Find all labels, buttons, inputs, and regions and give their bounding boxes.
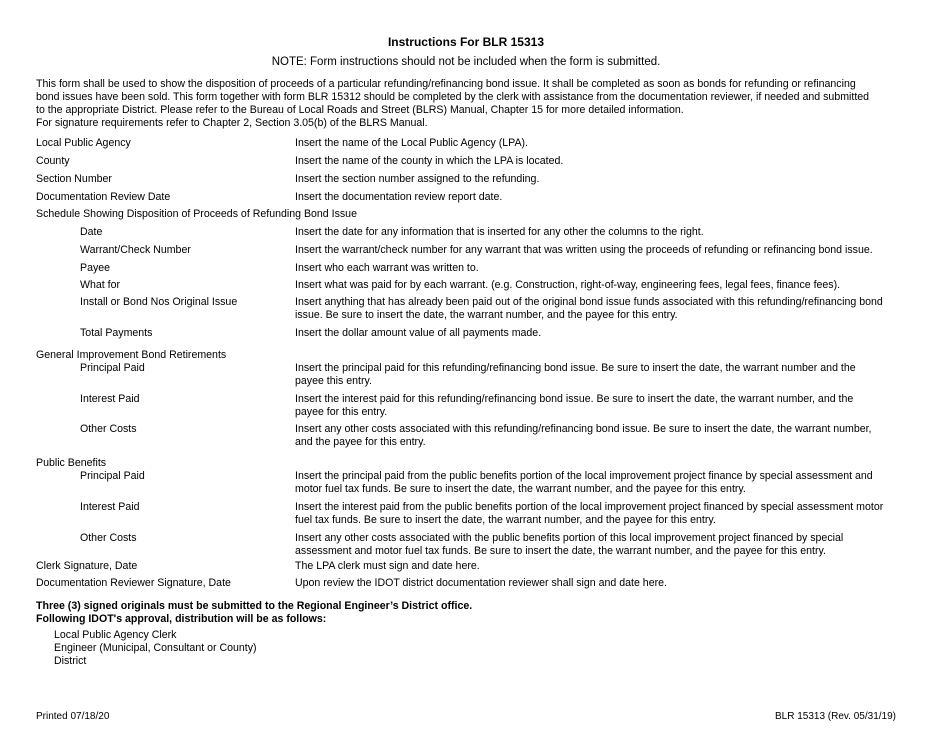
row-label: Interest Paid <box>80 501 140 513</box>
row-label: Other Costs <box>80 423 137 435</box>
row-description-line: Insert the interest paid for this refunding/refinancing bond issue. Be sure to insert the date, the warrant number, and the <box>295 393 854 405</box>
row-description-line: and the payee for this entry. <box>295 436 426 448</box>
row-description-line: assessment and motor fuel tax funds. Be sure to insert the date, the warrant number, and the payee for this entry. <box>295 545 826 557</box>
row-description: Upon review the IDOT district documentation reviewer shall sign and date here. <box>295 577 667 589</box>
row-description <box>295 501 897 527</box>
row-description-line: issue. Be sure to insert the date, the warrant number, and the payee for this entry. <box>295 309 678 321</box>
row-description: Insert who each warrant was written to. <box>295 262 479 274</box>
row-description <box>295 393 897 419</box>
printed-date: Printed 07/18/20 <box>36 711 110 722</box>
form-revision: BLR 15313 (Rev. 05/31/19) <box>774 711 896 722</box>
row-description-line: payee for this entry. <box>295 406 388 418</box>
row-description <box>295 470 897 496</box>
intro-line: to the appropriate District. Please refer to the Bureau of Local Roads and Street (BLRS) Manual, Chapter 15 for more detailed information. <box>36 104 684 116</box>
page-title: Instructions For BLR 15313 <box>387 35 545 49</box>
intro-line: For signature requirements refer to Chapter 2, Section 3.05(b) of the BLRS Manual. <box>36 117 428 129</box>
row-description <box>295 423 897 449</box>
row-label: Principal Paid <box>80 362 145 374</box>
distribution-heading: Following IDOT's approval, distribution will be as follows: <box>36 613 327 625</box>
row-description: Insert what was paid for by each warrant. (e.g. Construction, right-of-way, engineering fees, legal fees, finance fees). <box>295 279 841 291</box>
row-description <box>295 296 897 322</box>
section-public-benefits-heading: Public Benefits <box>36 457 107 469</box>
distribution-list <box>54 629 257 668</box>
row-label: Payee <box>80 262 111 274</box>
row-label: Documentation Review Date <box>36 191 171 203</box>
section-schedule-heading: Schedule Showing Disposition of Proceeds of Refunding Bond Issue <box>36 208 357 220</box>
row-description: Insert the section number assigned to the refunding. <box>295 173 540 185</box>
distribution-item: Engineer (Municipal, Consultant or County) <box>54 642 257 654</box>
row-label: Warrant/Check Number <box>80 244 191 256</box>
row-description: Insert the dollar amount value of all payments made. <box>295 327 542 339</box>
row-description-line: Insert any other costs associated with the public benefits portion of this local improvement project financed by special <box>295 532 844 544</box>
intro-line: This form shall be used to show the disposition of proceeds of a particular refunding/refinancing bond issue. It shall be completed as soon as bonds for refunding or refinancing <box>36 78 856 90</box>
row-description <box>295 362 897 388</box>
row-label: Section Number <box>36 173 112 185</box>
row-description-line: Insert anything that has already been paid out of the original bond issue funds associated with this refunding/refinancing bond <box>295 296 883 308</box>
row-label: Documentation Reviewer Signature, Date <box>36 577 231 589</box>
row-description-line: Insert any other costs associated with this refunding/refinancing bond issue. Be sure to insert the date, the warrant number, <box>295 423 872 435</box>
row-label: What for <box>80 279 121 291</box>
distribution-item: District <box>54 655 87 667</box>
row-label: Date <box>80 226 103 238</box>
row-description <box>295 532 897 558</box>
row-label: Interest Paid <box>80 393 140 405</box>
submission-requirement: Three (3) signed originals must be submitted to the Regional Engineer’s District office. <box>36 600 473 612</box>
row-description-line: Insert the principal paid from the public benefits portion of the local improvement project finance by special assessment and <box>295 470 873 482</box>
row-description-line: Insert the principal paid for this refunding/refinancing bond issue. Be sure to insert the date, the warrant number and the <box>295 362 856 374</box>
row-description-line: motor fuel tax funds. Be sure to insert the date, the warrant number, and the payee for this entry. <box>295 483 746 495</box>
row-label: Install or Bond Nos Original Issue <box>80 296 238 308</box>
row-description: Insert the warrant/check number for any warrant that was written using the proceeds of refunding or refinancing bond issue. <box>295 244 873 256</box>
row-label: Clerk Signature, Date <box>36 560 138 572</box>
row-description-line: Insert the interest paid from the public benefits portion of the local improvement project financed by special assessment motor <box>295 501 884 513</box>
row-description: Insert the name of the Local Public Agency (LPA). <box>295 137 528 149</box>
row-description-line: fuel tax funds. Be sure to insert the date, the warrant number, and the payee for this entry. <box>295 514 716 526</box>
form-note: NOTE: Form instructions should not be included when the form is submitted. <box>271 56 661 68</box>
intro-paragraph <box>36 78 896 130</box>
row-description: The LPA clerk must sign and date here. <box>295 560 480 572</box>
row-label: Principal Paid <box>80 470 145 482</box>
section-gib-heading: General Improvement Bond Retirements <box>36 349 227 361</box>
row-label: Local Public Agency <box>36 137 131 149</box>
distribution-item: Local Public Agency Clerk <box>54 629 177 641</box>
row-label: County <box>36 155 70 167</box>
row-description: Insert the name of the county in which the LPA is located. <box>295 155 564 167</box>
row-label: Other Costs <box>80 532 137 544</box>
row-description: Insert the documentation review report date. <box>295 191 503 203</box>
row-label: Total Payments <box>80 327 153 339</box>
intro-line: bond issues have been sold. This form together with form BLR 15312 should be completed by the clerk with assistance from the documentation reviewer, if needed and submitted <box>36 91 870 103</box>
row-description: Insert the date for any information that is inserted for any other the columns to the right. <box>295 226 704 238</box>
row-description-line: payee this entry. <box>295 375 372 387</box>
